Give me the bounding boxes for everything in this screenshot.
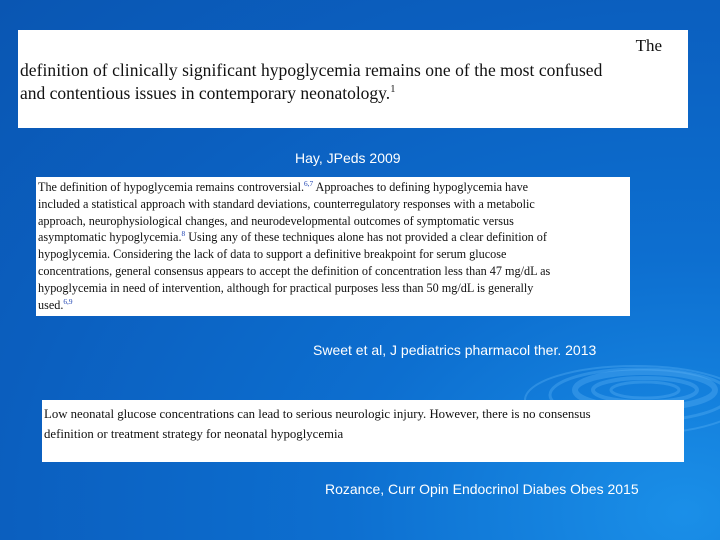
- quote-sweet-line: hypoglycemia in need of intervention, although for practical purposes less than 50 mg/dL is generally: [38, 280, 534, 295]
- quote-rozance-line: Low neonatal glucose concentrations can lead to serious neurologic injury. However, there is no consensus: [44, 407, 591, 421]
- quote-rozance-paragraph: [44, 404, 591, 444]
- quote-sweet-line: hypoglycemia. Considering the lack of data to support a definitive breakpoint for serum glucose: [38, 247, 507, 262]
- quote-hay-line-1: The: [635, 36, 662, 55]
- quote-sweet-line: included a statistical approach with standard deviations, counterregulatory responses with a metabolic: [38, 196, 535, 211]
- quote-sweet-line: used.$^{6,9}$: [38, 296, 73, 312]
- quote-sweet-line: asymptomatic hypoglycemia.$^8$ Using any of these techniques alone has not provided a clear definition of: [38, 229, 547, 245]
- caption-hay: Hay, JPeds 2009: [295, 150, 401, 166]
- reference-link[interactable]: 8: [181, 229, 186, 239]
- quote-box-rozance: [42, 400, 684, 462]
- quote-box-hay: [18, 30, 688, 128]
- quote-box-sweet: [36, 177, 630, 316]
- caption-sweet: Sweet et al, J pediatrics pharmacol ther. 2013: [313, 342, 597, 358]
- quote-hay-reference: 1: [390, 84, 396, 96]
- reference-link[interactable]: 6,7: [304, 178, 314, 188]
- quote-sweet-paragraph: [38, 179, 632, 313]
- caption-rozance: Rozance, Curr Opin Endocrinol Diabes Obes 2015: [325, 481, 639, 497]
- quote-rozance-line: definition or treatment strategy for neonatal hypoglycemia: [44, 427, 344, 441]
- quote-sweet-line: concentrations, general consensus appears to accept the definition of concentration less than 47 mg/dL as: [38, 263, 551, 278]
- quote-sweet-line: The definition of hypoglycemia remains controversial.$^{6,7}$ Approaches to defining hypoglycemia have: [38, 178, 529, 194]
- quote-hay-line-3: and contentious issues in contemporary neonatology.$^1$: [20, 83, 396, 103]
- reference-link[interactable]: 6,9: [63, 296, 73, 306]
- quote-hay-line-2: definition of clinically significant hypoglycemia remains one of the most confused: [20, 60, 603, 80]
- quote-sweet-line: approach, neurophysiological changes, and neurodevelopmental outcomes of symptomatic versus: [38, 213, 514, 228]
